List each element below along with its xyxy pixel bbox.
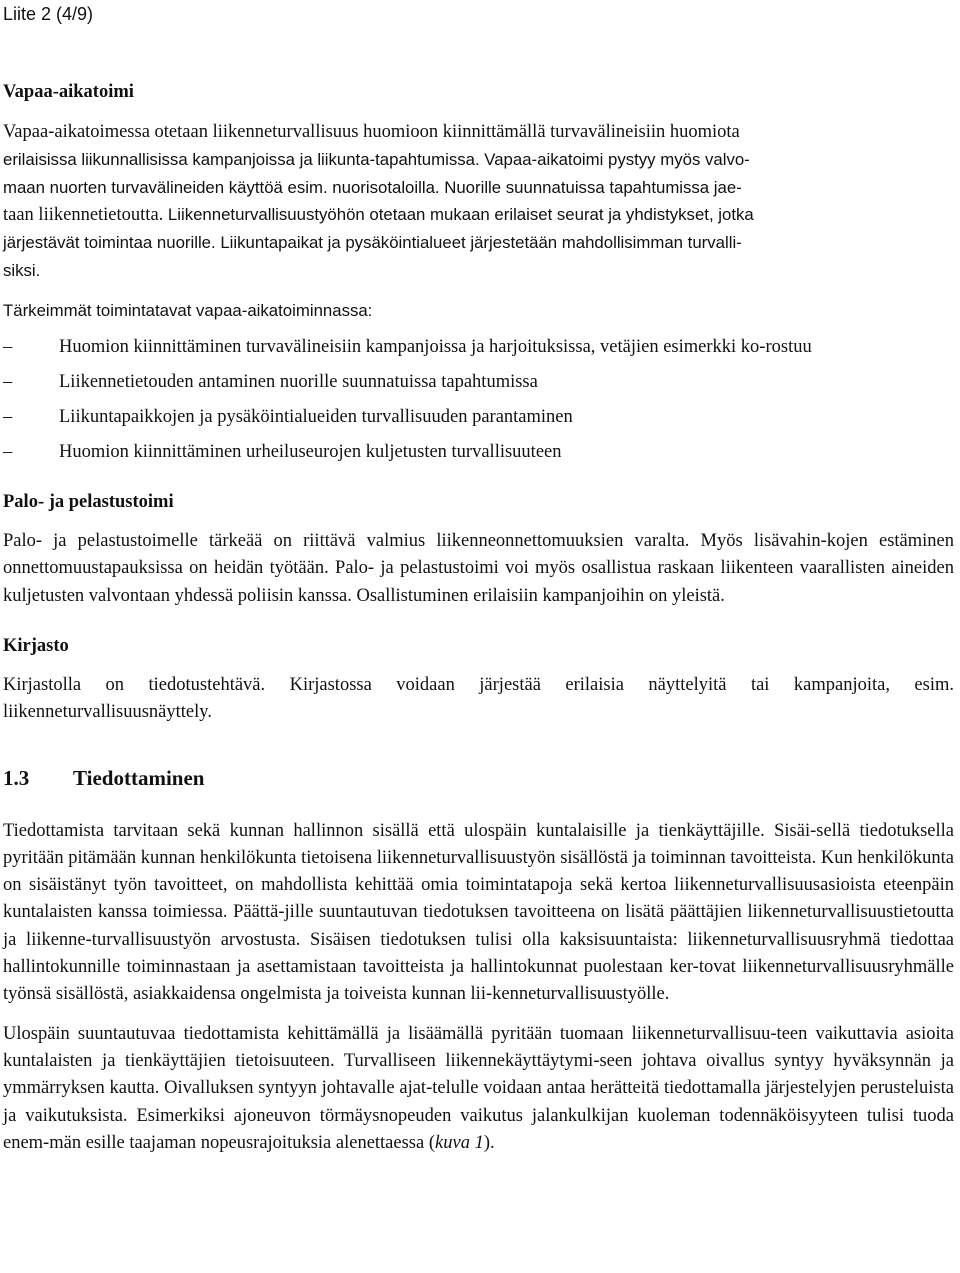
- palo-paragraph: Palo- ja pelastustoimelle tärkeää on riittävä valmius liikenneonnettomuuksien varalta. Myös lisävahin-kojen estäminen onnettomuustapauksissa on heidän työtään. Palo- ja pelastustoimi voi myös osallistua raskaan liikenteen vaarallisten aineiden kuljetusten valvontaan yhdessä poliisin kanssa. Osallistuminen erilaisiin kampanjoihin on yleistä.: [3, 531, 954, 606]
- vapaa-line-4: taan liikennetietoutta. Liikenneturvallisuustyöhön otetaan mukaan erilaiset seurat ja yhdistykset, jotka: [3, 204, 754, 225]
- list-item: – Liikennetietouden antaminen nuorille suunnatuissa tapahtumissa: [3, 369, 954, 396]
- section-number: 1.3: [3, 765, 30, 790]
- dash-bullet: –: [3, 337, 13, 358]
- vapaa-paragraph: [3, 119, 954, 285]
- document-page: [3, 0, 954, 1157]
- dash-bullet: –: [3, 442, 13, 463]
- vapaa-line-1: Vapaa-aikatoimessa otetaan liikenneturvallisuus huomioon kiinnittämällä turvavälineisiin huomiota: [3, 122, 740, 142]
- vapaa-line-2: erilaisissa liikunnallisissa kampanjoissa ja liikunta-tapahtumissa. Vapaa-aikatoimi pystyy myös valvo-: [3, 150, 750, 170]
- section-heading-tiedottaminen: [3, 765, 954, 791]
- dash-bullet: –: [3, 407, 13, 428]
- dash-bullet: –: [3, 372, 13, 393]
- action-list: [3, 334, 954, 466]
- page-mark: Liite 2 (4/9): [3, 4, 94, 24]
- tiedottaminen-paragraph-1: Tiedottamista tarvitaan sekä kunnan hallinnon sisällä että ulospäin kuntalaisille ja tienkäyttäjille. Sisäi-sellä tiedotuksella pyritään pitämään kunnan henkilökunta tietoisena liikenneturvallisuustyön sisällöstä ja toiminnan tavoitteista. Kun henkilökunta on sisäistänyt työn tavoitteet, on mahdollista kehittää omia toimintatapoja sekä kertoa liikenneturvallisuusasioista eteenpäin kuntalaisten kanssa toimiessa. Päättä-jille suuntautuvan tiedotuksen tavoitteena on lisätä päättäjien liikenneturvallisuustietoutta ja liikenne-turvallisuustyön arvostusta. Sisäisen tiedotuksen tulisi olla kaksisuuntaista: liikenneturvallisuusryhmä tiedottaa hallintokunnille toiminnastaan ja asettamistaan tavoitteista ja hallintokunnat puolestaan ker-tovat liikenneturvallisuusryhmälle työnsä sisällöstä, asiakkaidensa ongelmista ja toiveista kunnan lii-kenneturvallisuustyölle.: [3, 820, 954, 1005]
- vapaa-line-6: siksi.: [3, 261, 41, 281]
- figure-reference: kuva 1: [435, 1132, 484, 1153]
- vapaa-line-3: maan nuorten turvavälineiden käyttöä esim. nuorisotaloilla. Nuorille suunnatuissa tapahtumissa jae-: [3, 177, 742, 197]
- heading-palo-ja-pelastustoimi: Palo- ja pelastustoimi: [3, 492, 174, 513]
- list-item: – Huomion kiinnittäminen urheiluseurojen kuljetusten turvallisuuteen: [3, 439, 954, 466]
- list-intro: Tärkeimmät toimintatavat vapaa-aikatoiminnassa:: [3, 300, 373, 320]
- tiedottaminen-paragraph-2: Ulospäin suuntautuvaa tiedottamista kehittämällä ja lisäämällä pyritään tuomaan liikenneturvallisuu-teen vaikuttavia asioita kuntalaisten ja tienkäyttäjien tietoisuuteen. Turvalliseen liikennekäyttäytymi-seen johtava oivallus syntyy hyväksynnän ja ymmärryksen kautta. Oivalluksen syntyyn johtavalle ajat-telulle voidaan antaa herätteitä tiedottamalla järjestelyjen perusteluista ja vaikutuksista. Esimerkiksi ajoneuvon törmäysnopeuden vaikutus jalankulkijan kuoleman todennäköisyyteen tulisi tuoda enem-män esille taajaman nopeusrajoituksia alenettaessa (kuva 1).: [3, 1023, 954, 1153]
- heading-vapaa-aikatoimi: Vapaa-aikatoimi: [3, 82, 134, 102]
- list-item: – Huomion kiinnittäminen turvavälineisiin kampanjoissa ja harjoituksissa, vetäjien esimerkki ko-rostuu: [3, 334, 954, 361]
- vapaa-line-5: järjestävät toimintaa nuorille. Liikuntapaikat ja pysäköintialueet järjestetään mahdollisimman turvalli-: [3, 233, 742, 253]
- kirjasto-paragraph: Kirjastolla on tiedotustehtävä. Kirjastossa voidaan järjestää erilaisia näyttelyitä tai kampanjoita, esim. liikenneturvallisuusnäyttely.: [3, 674, 954, 723]
- section-title: Tiedottaminen: [73, 765, 205, 790]
- heading-kirjasto: Kirjasto: [3, 635, 69, 656]
- list-item: – Liikuntapaikkojen ja pysäköintialueiden turvallisuuden parantaminen: [3, 404, 954, 431]
